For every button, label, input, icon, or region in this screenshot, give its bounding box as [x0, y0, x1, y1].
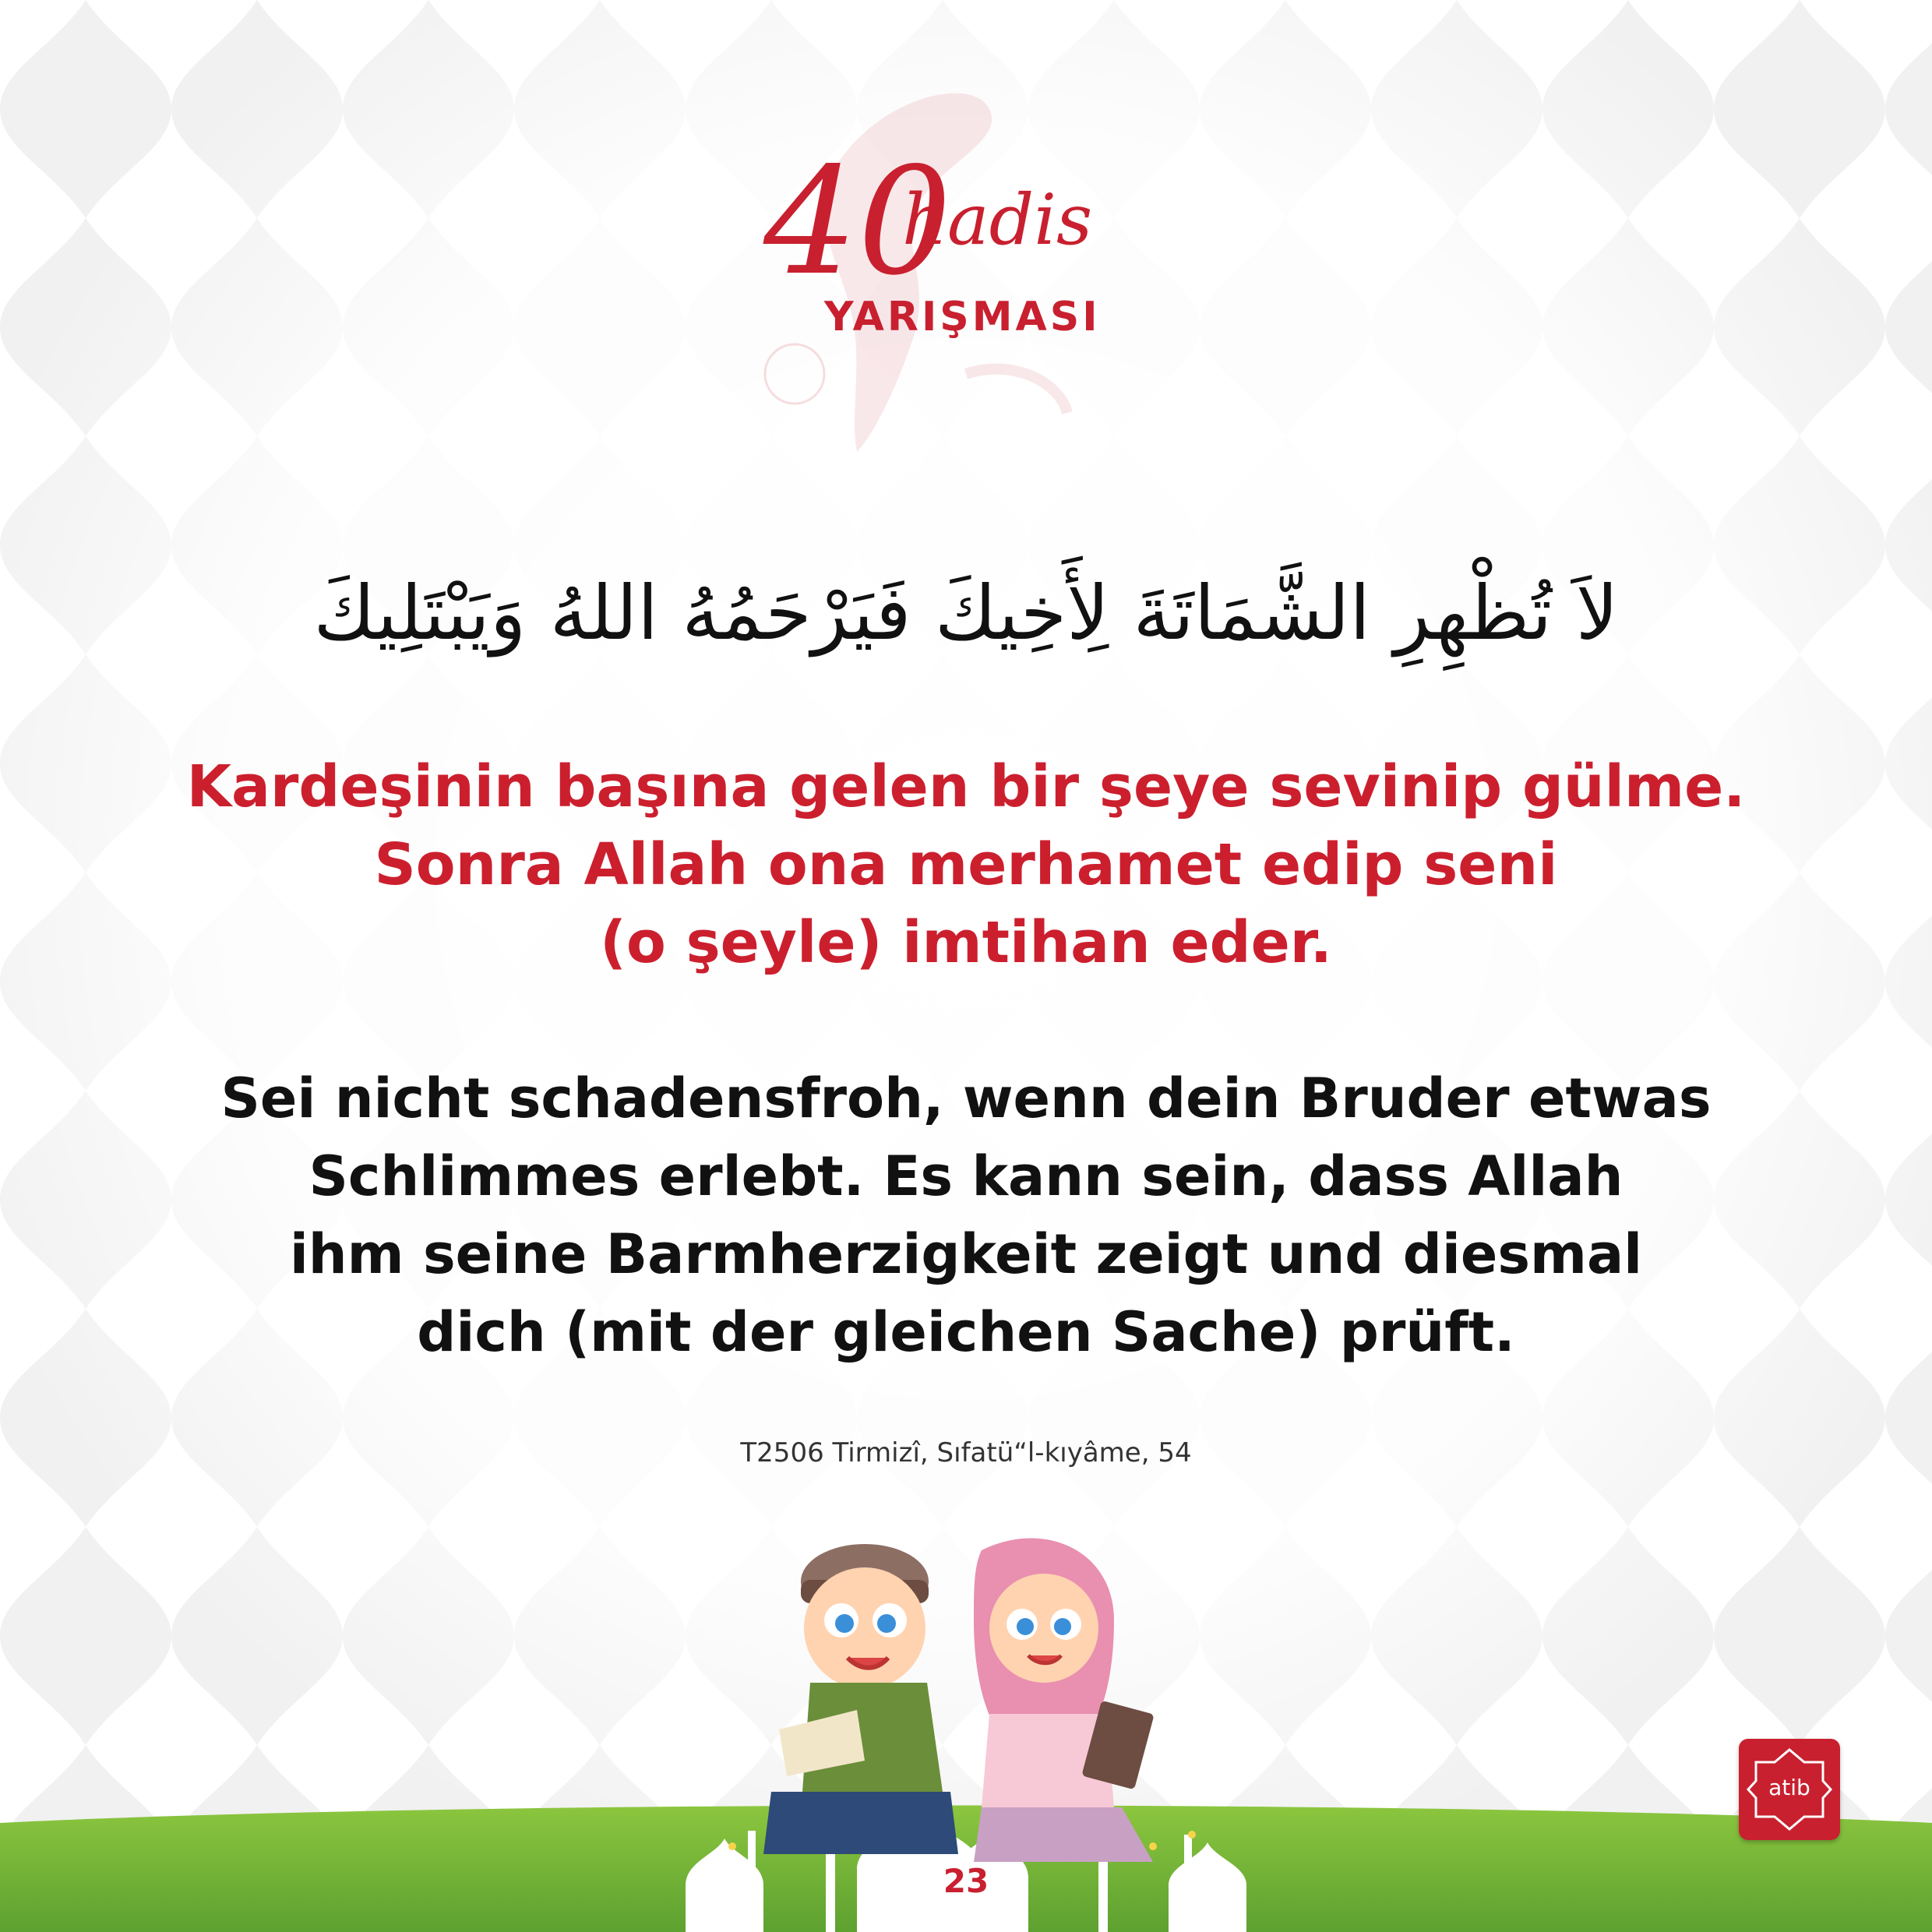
german-line: dich (mit der gleichen Sache) prüft. [417, 1300, 1515, 1364]
turkish-line: (o şeyle) imtihan eder. [600, 909, 1332, 976]
atib-logo-text: atib [1768, 1775, 1810, 1800]
boy-reading-icon [763, 1544, 958, 1854]
logo-word: hadis [902, 179, 1093, 261]
turkish-line: Kardeşinin başına gelen bir şeye sevinip gülme. [186, 753, 1746, 820]
girl-reading-icon [974, 1538, 1155, 1862]
german-line: Schlimmes erlebt. Es kann sein, dass Allah [308, 1144, 1624, 1208]
logo-number: 40 [763, 136, 952, 308]
hadith-source: T2506 Tirmizî, Sıfatü“l-kıyâme, 54 [740, 1437, 1192, 1468]
competition-logo [732, 47, 1169, 483]
hadith-arabic: لاَ تُظْهِرِ الشَّمَاتَةَ لِأَخِيكَ فَيَرْحَمُهُ اللهُ وَيَبْتَلِيكَ [313, 569, 1619, 657]
atib-logo [1739, 1739, 1840, 1840]
children-reading-illustration [748, 1527, 1184, 1885]
german-line: Sei nicht schadensfroh, wenn dein Bruder etwas [220, 1066, 1712, 1130]
turkish-line: Sonra Allah ona merhamet edip seni [374, 831, 1558, 898]
page-number: 23 [943, 1862, 989, 1900]
german-line: ihm seine Barmherzigkeit zeigt und diesmal [289, 1222, 1643, 1286]
hadith-turkish [0, 748, 1932, 982]
hadith-german [0, 1059, 1932, 1371]
logo-subtitle: YARIŞMASI [824, 294, 1101, 340]
